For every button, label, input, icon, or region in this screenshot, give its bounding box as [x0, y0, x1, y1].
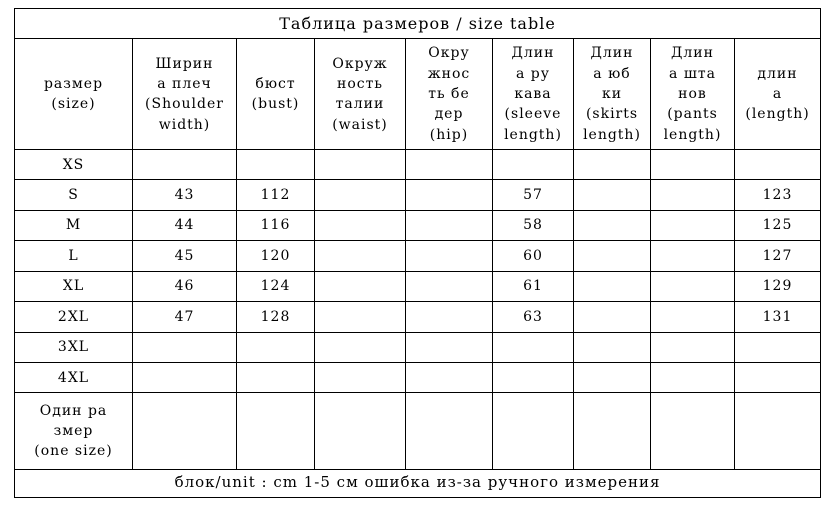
header-bust: бюст (bust): [237, 39, 315, 150]
header-skirt-length: Длин а юб ки (skirts length): [574, 39, 651, 150]
measurement-cell: [493, 393, 574, 469]
measurement-cell: [493, 362, 574, 392]
measurement-cell: [315, 362, 406, 392]
header-size: размер (size): [15, 39, 133, 150]
header-waist: Окруж ность талии (waist): [315, 39, 406, 150]
table-row: [15, 302, 821, 332]
measurement-cell: 124: [237, 271, 315, 301]
measurement-cell: 127: [735, 241, 821, 271]
measurement-cell: [406, 271, 493, 301]
size-label-cell: S: [15, 180, 133, 210]
measurement-cell: [574, 393, 651, 469]
measurement-cell: [406, 241, 493, 271]
measurement-cell: [574, 180, 651, 210]
table-row: [15, 180, 821, 210]
measurement-cell: [651, 393, 735, 469]
table-title: Таблица размеров / size table: [15, 9, 821, 39]
measurement-cell: [651, 271, 735, 301]
measurement-cell: [406, 362, 493, 392]
measurement-cell: 44: [133, 210, 237, 240]
measurement-cell: 131: [735, 302, 821, 332]
size-label-cell: 2XL: [15, 302, 133, 332]
table-row: [15, 332, 821, 362]
size-label-cell: Один ра змер (one size): [15, 393, 133, 469]
measurement-cell: [237, 393, 315, 469]
measurement-cell: [574, 332, 651, 362]
header-shoulder-width: Ширин а плеч (Shoulder width): [133, 39, 237, 150]
measurement-cell: 58: [493, 210, 574, 240]
measurement-cell: [406, 393, 493, 469]
size-label-cell: XS: [15, 150, 133, 180]
table-row: [15, 150, 821, 180]
measurement-cell: [651, 150, 735, 180]
measurement-cell: [651, 302, 735, 332]
table-row: [15, 271, 821, 301]
measurement-cell: 116: [237, 210, 315, 240]
measurement-cell: [651, 332, 735, 362]
measurement-cell: 120: [237, 241, 315, 271]
measurement-cell: [651, 362, 735, 392]
measurement-cell: [315, 302, 406, 332]
measurement-cell: [574, 150, 651, 180]
measurement-cell: [237, 332, 315, 362]
measurement-cell: [735, 362, 821, 392]
table-row: [15, 393, 821, 469]
measurement-cell: [315, 180, 406, 210]
measurement-cell: 125: [735, 210, 821, 240]
header-length: длин а (length): [735, 39, 821, 150]
size-label-cell: XL: [15, 271, 133, 301]
measurement-cell: [574, 271, 651, 301]
measurement-cell: [651, 241, 735, 271]
measurement-cell: [574, 362, 651, 392]
measurement-cell: [574, 241, 651, 271]
measurement-cell: [735, 332, 821, 362]
measurement-cell: [315, 393, 406, 469]
measurement-cell: [237, 362, 315, 392]
measurement-cell: 43: [133, 180, 237, 210]
measurement-cell: [406, 180, 493, 210]
measurement-cell: [406, 332, 493, 362]
header-row: [15, 39, 821, 150]
measurement-cell: [133, 150, 237, 180]
measurement-cell: 123: [735, 180, 821, 210]
measurement-cell: [133, 332, 237, 362]
measurement-cell: [133, 393, 237, 469]
table-footer-note: блок/unit : cm 1-5 см ошибка из-за ручного измерения: [15, 469, 821, 497]
size-label-cell: L: [15, 241, 133, 271]
size-table: [14, 8, 821, 498]
size-label-cell: M: [15, 210, 133, 240]
measurement-cell: 60: [493, 241, 574, 271]
measurement-cell: [237, 150, 315, 180]
measurement-cell: [315, 241, 406, 271]
measurement-cell: 128: [237, 302, 315, 332]
measurement-cell: [133, 362, 237, 392]
measurement-cell: [315, 150, 406, 180]
header-pants-length: Длин а шта нов (pants length): [651, 39, 735, 150]
measurement-cell: [493, 150, 574, 180]
measurement-cell: 45: [133, 241, 237, 271]
measurement-cell: [735, 393, 821, 469]
measurement-cell: 112: [237, 180, 315, 210]
measurement-cell: [406, 302, 493, 332]
size-label-cell: 4XL: [15, 362, 133, 392]
measurement-cell: 46: [133, 271, 237, 301]
measurement-cell: 61: [493, 271, 574, 301]
measurement-cell: 63: [493, 302, 574, 332]
measurement-cell: 129: [735, 271, 821, 301]
measurement-cell: 47: [133, 302, 237, 332]
measurement-cell: [574, 210, 651, 240]
measurement-cell: [315, 210, 406, 240]
size-label-cell: 3XL: [15, 332, 133, 362]
table-row: [15, 210, 821, 240]
title-row: [15, 9, 821, 39]
measurement-cell: [651, 180, 735, 210]
table-row: [15, 241, 821, 271]
measurement-cell: [735, 150, 821, 180]
measurement-cell: [406, 210, 493, 240]
measurement-cell: [315, 271, 406, 301]
measurement-cell: 57: [493, 180, 574, 210]
measurement-cell: [651, 210, 735, 240]
measurement-cell: [315, 332, 406, 362]
measurement-cell: [574, 302, 651, 332]
measurement-cell: [406, 150, 493, 180]
header-hip: Окру жнос ть бе дер (hip): [406, 39, 493, 150]
header-sleeve-length: Длин а ру кава (sleeve length): [493, 39, 574, 150]
table-row: [15, 362, 821, 392]
measurement-cell: [493, 332, 574, 362]
footer-row: [15, 469, 821, 497]
